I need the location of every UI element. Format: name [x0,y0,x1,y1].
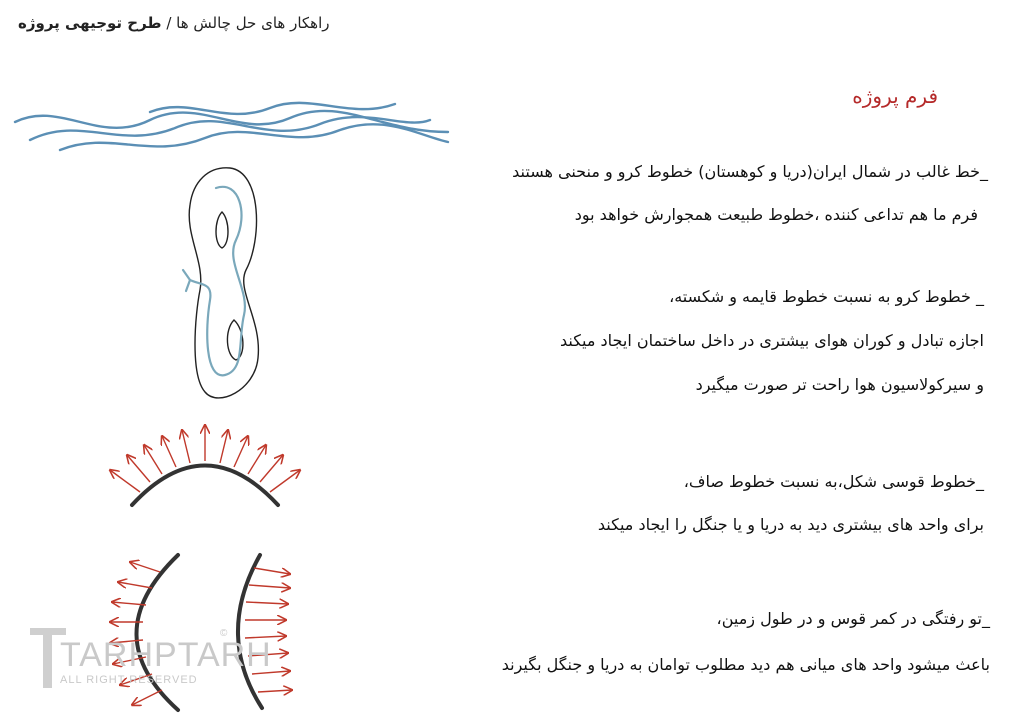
paragraph-line: _ خطوط کرو به نسبت خطوط قایمه و شکسته، [669,287,984,306]
page-title: فرم پروژه [852,84,938,108]
watermark-registered: © [220,628,228,639]
wave-lines [15,103,448,150]
breadcrumb-prefix: راهکار های حل چالش ها / [161,14,330,32]
outward-arrows [110,425,300,492]
breadcrumb-title: طرح توجیهی پروژه [18,14,162,32]
paragraph-line: برای واحد های بیشتری دید به دریا و یا جنگل را ایجاد میکند [597,515,984,534]
paragraph-line: فرم ما هم تداعی کننده ،خطوط طبیعت همجوارش خواهد بود [574,205,978,224]
paragraph-line: _تو رفتگی در کمر قوس و در طول زمین، [716,609,990,628]
watermark [30,628,272,690]
airflow-line [183,187,245,376]
watermark-brand: TARHPTARH [60,636,272,674]
watermark-subtitle: ALL RIGHT RESERVED [60,674,198,686]
paragraph-line: _خطوط قوسی شکل،به نسبت خطوط صاف، [683,472,984,491]
arc-diagram [110,425,300,505]
paragraph-line: باعث میشود واحد های میانی هم دید مطلوب توامان به دریا و جنگل بگیرند [501,655,990,674]
upper-loop [216,212,228,248]
right-arc [238,555,262,708]
paragraph-line: و سیرکولاسیون هوا راحت تر صورت میگیرد [695,375,984,394]
arc [132,466,278,506]
paragraph-line: اجازه تبادل و کوران هوای بیشتری در داخل ساختمان ایجاد میکند [559,331,984,350]
paragraph-line: _خط غالب در شمال ایران(دریا و کوهستان) خطوط کرو و منحنی هستند [512,162,988,181]
